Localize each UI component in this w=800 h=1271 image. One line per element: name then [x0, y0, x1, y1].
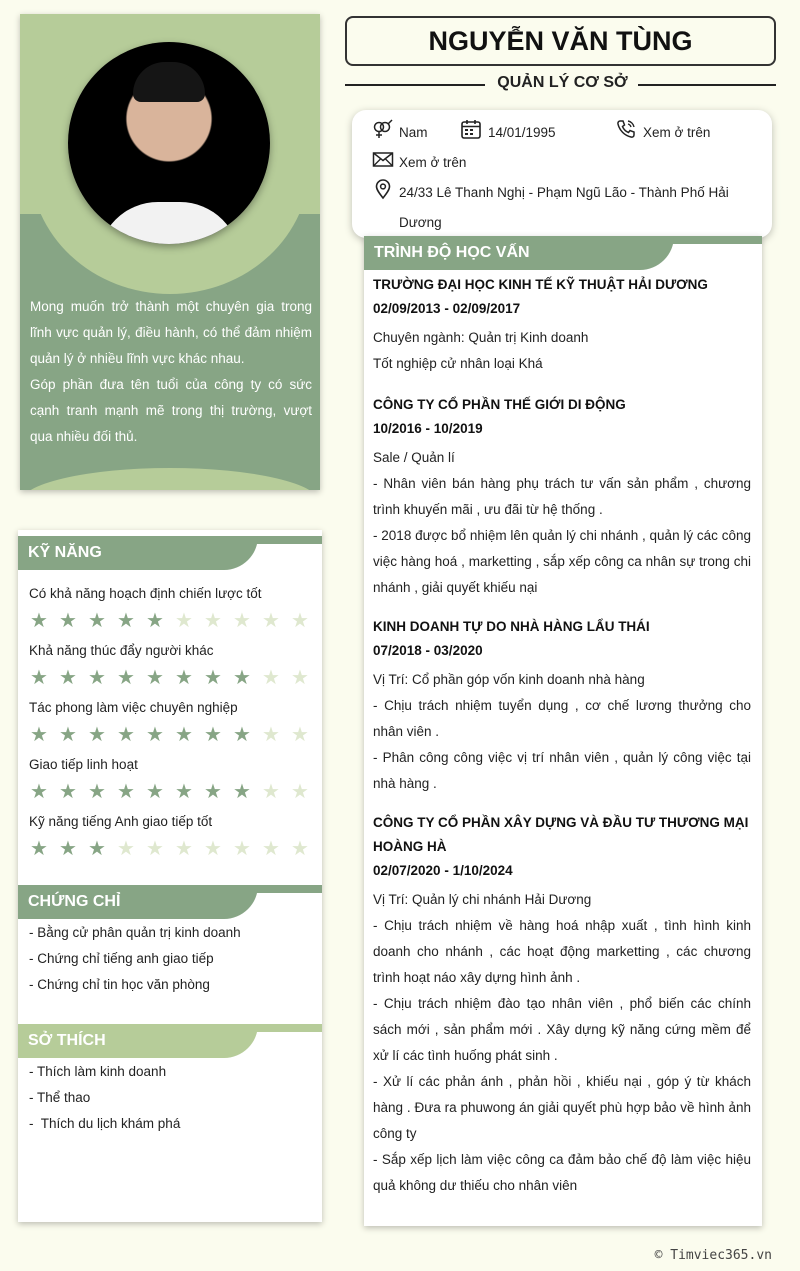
star-filled-icon: ★ [30, 838, 48, 860]
email-item [372, 148, 466, 178]
star-filled-icon: ★ [59, 667, 77, 689]
birthday-value: 14/01/1995 [488, 125, 556, 140]
contact-card [352, 110, 772, 238]
skill-name: Tác phong làm việc chuyên nghiệp [29, 700, 238, 715]
star-filled-icon: ★ [204, 781, 222, 803]
experience-entry [373, 273, 751, 377]
star-filled-icon: ★ [59, 724, 77, 746]
candidate-role: QUẢN LÝ CƠ SỞ [497, 74, 628, 91]
star-empty-icon: ★ [117, 838, 135, 860]
envelope-icon [372, 148, 394, 170]
skill-item [29, 697, 310, 745]
certificates-heading-label: CHỨNG CHỈ [18, 885, 258, 919]
skill-name: Khả năng thúc đẩy người khác [29, 643, 214, 658]
skill-rating [29, 668, 310, 688]
star-empty-icon: ★ [262, 610, 280, 632]
star-filled-icon: ★ [30, 724, 48, 746]
experience-entry [373, 811, 751, 1199]
star-filled-icon: ★ [117, 724, 135, 746]
objective-paragraph: Góp phần đưa tên tuổi của công ty có sức cạnh tranh mạnh mẽ trong thị trường, vượt qua nhiều đối thủ. [30, 377, 312, 444]
star-filled-icon: ★ [175, 724, 193, 746]
phone-icon [615, 118, 637, 140]
email-value: Xem ở trên [399, 155, 467, 170]
skill-name: Kỹ năng tiếng Anh giao tiếp tốt [29, 814, 213, 829]
star-empty-icon: ★ [204, 838, 222, 860]
star-filled-icon: ★ [88, 838, 106, 860]
profile-bottom-wave [20, 468, 320, 490]
gender-item [372, 118, 428, 148]
star-filled-icon: ★ [30, 667, 48, 689]
entry-line: Vị Trí: Cổ phần góp vốn kinh doanh nhà hàng [373, 672, 645, 687]
skill-item [29, 754, 310, 802]
star-filled-icon: ★ [233, 781, 251, 803]
star-empty-icon: ★ [262, 781, 280, 803]
certificate-list [29, 920, 241, 998]
calendar-icon [460, 118, 482, 140]
entry-line: - Phân công công việc vị trí nhân viên , quản lý công việc tại nhà hàng . [373, 750, 751, 791]
star-empty-icon: ★ [262, 724, 280, 746]
address-line: Dương [399, 215, 442, 230]
star-empty-icon: ★ [291, 781, 309, 803]
star-empty-icon: ★ [291, 838, 309, 860]
star-empty-icon: ★ [146, 838, 164, 860]
star-filled-icon: ★ [88, 781, 106, 803]
star-filled-icon: ★ [59, 610, 77, 632]
skill-rating [29, 839, 310, 859]
entry-title: CÔNG TY CỔ PHẦN THẾ GIỚI DI ĐỘNG [373, 397, 626, 412]
star-filled-icon: ★ [117, 610, 135, 632]
star-filled-icon: ★ [175, 781, 193, 803]
star-filled-icon: ★ [146, 610, 164, 632]
entry-period: 10/2016 - 10/2019 [373, 421, 483, 436]
certificate-item: - Chứng chỉ tin học văn phòng [29, 977, 210, 992]
gender-value: Nam [399, 125, 428, 140]
star-empty-icon: ★ [175, 838, 193, 860]
entry-title: TRƯỜNG ĐẠI HỌC KINH TẾ KỸ THUẬT HẢI DƯƠNG [373, 277, 708, 292]
star-filled-icon: ★ [146, 667, 164, 689]
entry-line: - Sắp xếp lịch làm việc công ca đảm bảo chế độ làm việc hiệu quả không dư thiếu cho nhân viên [373, 1152, 751, 1193]
certificates-heading [18, 885, 322, 919]
star-filled-icon: ★ [117, 667, 135, 689]
entry-line: - Chịu trách nhiệm tuyển dụng , cơ chế lương thưởng cho nhân viên . [373, 698, 751, 739]
skill-rating [29, 725, 310, 745]
skill-name: Có khả năng hoạch định chiến lược tốt [29, 586, 262, 601]
star-empty-icon: ★ [291, 667, 309, 689]
phone-item [615, 118, 710, 148]
star-filled-icon: ★ [146, 781, 164, 803]
entry-line: Tốt nghiệp cử nhân loại Khá [373, 356, 543, 371]
skill-item [29, 583, 310, 631]
role-divider-right [638, 84, 776, 86]
star-filled-icon: ★ [59, 838, 77, 860]
star-filled-icon: ★ [233, 724, 251, 746]
entry-line: - 2018 được bổ nhiệm lên quản lý chi nhánh , quản lý các công việc hàng hoá , marketting , sắp xếp công ca nhân sự trong chi nhánh , giải quyết khiếu nại [373, 528, 751, 595]
star-empty-icon: ★ [291, 724, 309, 746]
role-divider-left [345, 84, 485, 86]
star-empty-icon: ★ [175, 610, 193, 632]
entry-line: - Nhân viên bán hàng phụ trách tư vấn sản phẩm , chương trình khuyến mãi , ưu đãi từ hệ thống . [373, 476, 751, 517]
star-filled-icon: ★ [204, 724, 222, 746]
star-empty-icon: ★ [233, 838, 251, 860]
skill-rating [29, 782, 310, 802]
left-column [18, 530, 322, 1222]
certificate-item: - Chứng chỉ tiếng anh giao tiếp [29, 951, 214, 966]
entry-line: - Chịu trách nhiệm đào tạo nhân viên , phổ biến các chính sách mới , sản phẩm mới . Xây dựng kỹ năng cứng mềm để xử lí các tình huống phát sinh . [373, 996, 751, 1063]
entry-line: - Xử lí các phản ánh , phản hồi , khiếu nại , góp ý từ khách hàng . Đưa ra phuwong án giải quyết phù hợp bảo về hình ảnh công ty [373, 1074, 751, 1141]
star-empty-icon: ★ [262, 667, 280, 689]
entry-line: Vị Trí: Quản lý chi nhánh Hải Dương [373, 892, 592, 907]
skill-rating [29, 611, 310, 631]
star-filled-icon: ★ [88, 610, 106, 632]
skill-item [29, 640, 310, 688]
star-filled-icon: ★ [30, 610, 48, 632]
star-filled-icon: ★ [117, 781, 135, 803]
entry-period: 02/09/2013 - 02/09/2017 [373, 301, 521, 316]
star-empty-icon: ★ [262, 838, 280, 860]
entry-period: 02/07/2020 - 1/10/2024 [373, 863, 513, 878]
skills-heading-label: KỸ NĂNG [18, 536, 258, 570]
skill-item [29, 811, 310, 859]
star-filled-icon: ★ [146, 724, 164, 746]
entry-period: 07/2018 - 03/2020 [373, 643, 483, 658]
candidate-name: NGUYỄN VĂN TÙNG [345, 16, 776, 66]
birthday-item [460, 118, 556, 148]
star-filled-icon: ★ [88, 667, 106, 689]
avatar-hair [133, 62, 205, 102]
entry-line: Sale / Quản lí [373, 450, 455, 465]
star-filled-icon: ★ [175, 667, 193, 689]
hobbies-heading-label: SỞ THÍCH [18, 1024, 258, 1058]
avatar [68, 42, 270, 244]
hobbies-heading [18, 1024, 322, 1058]
career-objective [30, 294, 312, 450]
hobby-item: - Thích làm kinh doanh [29, 1064, 167, 1079]
star-filled-icon: ★ [59, 781, 77, 803]
phone-value: Xem ở trên [643, 125, 711, 140]
right-column [364, 236, 762, 1226]
education-heading-label: TRÌNH ĐỘ HỌC VẤN [364, 236, 674, 270]
copyright-footer: © Timviec365.vn [654, 1248, 772, 1263]
star-filled-icon: ★ [204, 667, 222, 689]
address-line: 24/33 Lê Thanh Nghị - Phạm Ngũ Lão - Thành Phố Hải [399, 185, 729, 200]
entry-line: Chuyên ngành: Quản trị Kinh doanh [373, 330, 589, 345]
skill-name: Giao tiếp linh hoạt [29, 757, 138, 772]
star-empty-icon: ★ [291, 610, 309, 632]
star-filled-icon: ★ [30, 781, 48, 803]
hobby-list [29, 1059, 180, 1137]
hobby-item: - Thể thao [29, 1090, 91, 1105]
experience-entry [373, 393, 751, 601]
hobby-item: - Thích du lịch khám phá [29, 1116, 181, 1131]
entry-line: - Chịu trách nhiệm về hàng hoá nhập xuất , tình hình kinh doanh cho nhánh , các hoạt động marketting , các chương trình hoạt náo xây dựng hình ảnh . [373, 918, 751, 985]
star-filled-icon: ★ [233, 667, 251, 689]
address-item [372, 178, 762, 238]
star-empty-icon: ★ [233, 610, 251, 632]
star-filled-icon: ★ [88, 724, 106, 746]
entry-title: KINH DOANH TỰ DO NHÀ HÀNG LẨU THÁI [373, 619, 650, 634]
skills-heading [18, 536, 322, 570]
education-heading [364, 236, 762, 270]
location-pin-icon [372, 178, 394, 200]
star-empty-icon: ★ [204, 610, 222, 632]
avatar-shirt [98, 202, 240, 244]
experience-entry [373, 615, 751, 797]
objective-paragraph: Mong muốn trở thành một chuyên gia trong lĩnh vực quản lý, điều hành, có thể đảm nhiệm quản lý ở nhiều lĩnh vực khác nhau. [30, 299, 312, 366]
certificate-item: - Bằng cử phân quản trị kinh doanh [29, 925, 241, 940]
profile-card [20, 14, 320, 490]
entry-title: CÔNG TY CỔ PHẦN XÂY DỰNG VÀ ĐẦU TƯ THƯƠNG MẠI HOÀNG HÀ [373, 815, 749, 854]
gender-icon [372, 118, 394, 140]
